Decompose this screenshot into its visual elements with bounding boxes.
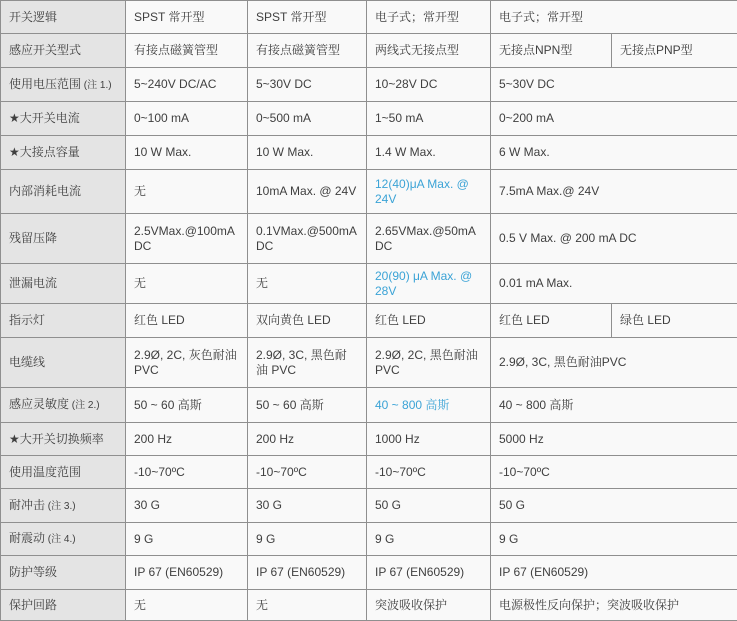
table-row xyxy=(1,489,737,523)
spec-cell: SPST 常开型 xyxy=(248,1,367,34)
row-label: 耐冲击 xyxy=(9,498,45,512)
row-label: 感应开关型式 xyxy=(9,43,81,57)
table-row xyxy=(1,423,737,456)
row-header xyxy=(1,456,126,489)
row-label: 耐震动 xyxy=(9,531,45,545)
row-header xyxy=(1,388,126,423)
row-header xyxy=(1,102,126,136)
spec-cell: 0.01 mA Max. xyxy=(491,264,737,304)
spec-cell: 10 W Max. xyxy=(248,136,367,170)
row-label: ★大开关电流 xyxy=(9,111,80,125)
spec-cell: 有接点磁簧管型 xyxy=(248,34,367,68)
spec-cell: SPST 常开型 xyxy=(126,1,248,34)
spec-cell: 有接点磁簧管型 xyxy=(126,34,248,68)
spec-cell: 50 ~ 60 高斯 xyxy=(126,388,248,423)
spec-cell: 50 ~ 60 高斯 xyxy=(248,388,367,423)
spec-cell: 2.9Ø, 2C, 灰色耐油 PVC xyxy=(126,338,248,388)
spec-cell: 电子式；常开型 xyxy=(367,1,491,34)
row-header xyxy=(1,556,126,590)
table-row xyxy=(1,1,737,34)
row-header xyxy=(1,34,126,68)
spec-cell: 5000 Hz xyxy=(491,423,737,456)
spec-cell: 突波吸收保护 xyxy=(367,590,491,621)
table-row xyxy=(1,556,737,590)
spec-cell: 9 G xyxy=(491,523,737,556)
row-label: ★大接点容量 xyxy=(9,145,80,159)
table-row xyxy=(1,264,737,304)
spec-cell: 40 ~ 800 高斯 xyxy=(367,388,491,423)
table-row xyxy=(1,456,737,489)
spec-cell: 2.9Ø, 3C, 黑色耐油 PVC xyxy=(248,338,367,388)
spec-cell: 无 xyxy=(248,590,367,621)
spec-cell: 无 xyxy=(248,264,367,304)
spec-cell: 无 xyxy=(126,170,248,214)
row-label: 使用温度范围 xyxy=(9,465,81,479)
table-row xyxy=(1,102,737,136)
spec-cell: 9 G xyxy=(126,523,248,556)
spec-cell: 40 ~ 800 高斯 xyxy=(491,388,737,423)
spec-cell: 5~30V DC xyxy=(491,68,737,102)
spec-cell: 12(40)μA Max. @ 24V xyxy=(367,170,491,214)
spec-cell: 200 Hz xyxy=(248,423,367,456)
row-header xyxy=(1,304,126,338)
row-label: 防护等级 xyxy=(9,565,57,579)
spec-cell: 2.9Ø, 3C, 黑色耐油PVC xyxy=(491,338,737,388)
row-header xyxy=(1,590,126,621)
row-header xyxy=(1,423,126,456)
spec-cell: -10~70ºC xyxy=(248,456,367,489)
spec-cell: 2.5VMax.@100mA DC xyxy=(126,214,248,264)
row-header xyxy=(1,68,126,102)
spec-cell: IP 67 (EN60529) xyxy=(491,556,737,590)
spec-cell: 10 W Max. xyxy=(126,136,248,170)
table-row xyxy=(1,338,737,388)
row-label: 保护回路 xyxy=(9,598,57,612)
row-note: (注 2.) xyxy=(69,400,100,411)
spec-cell: 200 Hz xyxy=(126,423,248,456)
spec-cell: 0.1VMax.@500mA DC xyxy=(248,214,367,264)
spec-cell: 5~240V DC/AC xyxy=(126,68,248,102)
row-label: 残留压降 xyxy=(9,231,57,245)
spec-cell: 红色 LED xyxy=(491,304,612,338)
row-header xyxy=(1,338,126,388)
table-row xyxy=(1,170,737,214)
spec-cell: 30 G xyxy=(248,489,367,523)
spec-cell: 电子式；常开型 xyxy=(491,1,737,34)
row-label: 感应灵敏度 xyxy=(9,397,69,411)
spec-cell: -10~70ºC xyxy=(126,456,248,489)
spec-cell: 无接点NPN型 xyxy=(491,34,612,68)
spec-cell: 50 G xyxy=(491,489,737,523)
spec-cell: 1.4 W Max. xyxy=(367,136,491,170)
row-header xyxy=(1,489,126,523)
spec-cell: 红色 LED xyxy=(367,304,491,338)
row-header xyxy=(1,136,126,170)
spec-cell: 7.5mA Max.@ 24V xyxy=(491,170,737,214)
spec-cell: 1000 Hz xyxy=(367,423,491,456)
table-row xyxy=(1,136,737,170)
row-label: ★大开关切换频率 xyxy=(9,432,104,446)
spec-cell: 0~200 mA xyxy=(491,102,737,136)
spec-cell: 30 G xyxy=(126,489,248,523)
row-label: 电缆线 xyxy=(9,355,45,369)
spec-cell: 绿色 LED xyxy=(612,304,737,338)
spec-cell: 0~500 mA xyxy=(248,102,367,136)
row-label: 泄漏电流 xyxy=(9,276,57,290)
table-row xyxy=(1,304,737,338)
row-note: (注 4.) xyxy=(45,534,76,545)
spec-cell: 9 G xyxy=(367,523,491,556)
row-label: 使用电压范围 xyxy=(9,77,81,91)
spec-cell: 两线式无接点型 xyxy=(367,34,491,68)
row-header xyxy=(1,264,126,304)
spec-cell: 红色 LED xyxy=(126,304,248,338)
spec-cell: 5~30V DC xyxy=(248,68,367,102)
spec-cell: 0~100 mA xyxy=(126,102,248,136)
table-row xyxy=(1,388,737,423)
spec-cell: 6 W Max. xyxy=(491,136,737,170)
spec-cell: IP 67 (EN60529) xyxy=(248,556,367,590)
table-row xyxy=(1,34,737,68)
spec-cell: 2.9Ø, 2C, 黑色耐油 PVC xyxy=(367,338,491,388)
row-header xyxy=(1,170,126,214)
spec-cell: 无接点PNP型 xyxy=(612,34,737,68)
table-row xyxy=(1,68,737,102)
row-label: 开关逻辑 xyxy=(9,10,57,24)
spec-cell: 10~28V DC xyxy=(367,68,491,102)
spec-cell: -10~70ºC xyxy=(491,456,737,489)
spec-cell: 10mA Max. @ 24V xyxy=(248,170,367,214)
spec-cell: 无 xyxy=(126,264,248,304)
spec-cell: 双向黄色 LED xyxy=(248,304,367,338)
spec-cell: 9 G xyxy=(248,523,367,556)
spec-cell: -10~70ºC xyxy=(367,456,491,489)
row-label: 内部消耗电流 xyxy=(9,184,81,198)
row-header xyxy=(1,214,126,264)
row-label: 指示灯 xyxy=(9,313,45,327)
spec-cell: IP 67 (EN60529) xyxy=(367,556,491,590)
row-note: (注 3.) xyxy=(45,501,76,512)
spec-cell: 0.5 V Max. @ 200 mA DC xyxy=(491,214,737,264)
row-header xyxy=(1,523,126,556)
row-note: (注 1.) xyxy=(81,80,112,91)
spec-cell: 50 G xyxy=(367,489,491,523)
table-row xyxy=(1,523,737,556)
spec-cell: 20(90) μA Max. @ 28V xyxy=(367,264,491,304)
table-row xyxy=(1,590,737,621)
table-row xyxy=(1,214,737,264)
spec-cell: 无 xyxy=(126,590,248,621)
spec-cell: 2.65VMax.@50mA DC xyxy=(367,214,491,264)
spec-table-body xyxy=(1,1,737,621)
spec-cell: 1~50 mA xyxy=(367,102,491,136)
row-header xyxy=(1,1,126,34)
spec-cell: IP 67 (EN60529) xyxy=(126,556,248,590)
spec-cell: 电源极性反向保护；突波吸收保护 xyxy=(491,590,737,621)
